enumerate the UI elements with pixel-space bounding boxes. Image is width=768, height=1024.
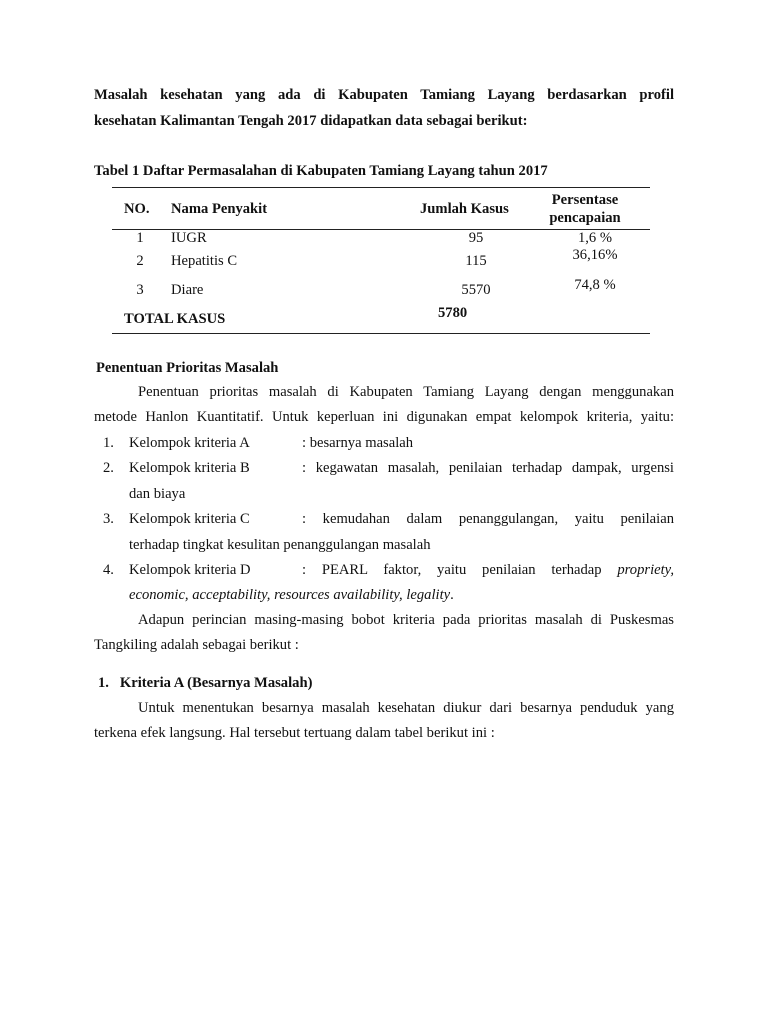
intro-line-2: kesehatan Kalimantan Tengah 2017 didapatkan data sebagai berikut: (94, 113, 528, 129)
criteria-a-heading: 1. Kriteria A (Besarnya Masalah) (98, 675, 313, 691)
row-name: Diare (171, 282, 204, 298)
priority-para-line-1: Penentuan prioritas masalah di Kabupaten Tamiang Layang dengan menggunakan (138, 384, 674, 400)
row-name: IUGR (171, 230, 207, 246)
header-percent-line-1: Persentase (551, 192, 619, 208)
row-cases: 115 (465, 253, 487, 269)
criteria-desc-cont: terhadap tingkat kesulitan penanggulangan masalah (129, 537, 431, 553)
header-no: NO. (124, 201, 150, 217)
criteria-desc-cont (129, 587, 454, 604)
criteria-label: Kelompok kriteria B (129, 460, 250, 476)
header-name: Nama Penyakit (171, 201, 268, 217)
criteria-desc: : kemudahan dalam penanggulangan, yaitu penilaian (302, 511, 674, 527)
row-name: Hepatitis C (171, 253, 238, 269)
list-number: 2. (103, 460, 114, 476)
criteria-desc: : kegawatan masalah, penilaian terhadap dampak, urgensi (302, 460, 674, 476)
list-number: 4. (103, 562, 114, 578)
header-percent-line-2: pencapaian (549, 210, 621, 226)
closing-para-line-1: Adapun perincian masing-masing bobot kriteria pada prioritas masalah di Puskesmas (138, 612, 674, 628)
row-cases: 5570 (461, 282, 491, 298)
criteria-desc (302, 562, 674, 579)
criteria-desc-plain: : PEARL faktor, yaitu penilaian terhadap (302, 562, 618, 578)
list-number: 1. (103, 435, 114, 451)
table-caption: Tabel 1 Daftar Permasalahan di Kabupaten Tamiang Layang tahun 2017 (94, 163, 548, 179)
row-no: 1 (136, 230, 144, 246)
closing-para-line-2: Tangkiling adalah sebagai berikut : (94, 637, 299, 653)
criteria-a-para-line-1: Untuk menentukan besarnya masalah kesehatan diukur dari besarnya penduduk yang (138, 700, 674, 716)
row-no: 3 (136, 282, 144, 298)
criteria-a-para-line-2: terkena efek langsung. Hal tersebut tertuang dalam tabel berikut ini : (94, 725, 495, 741)
criteria-desc: : besarnya masalah (302, 435, 414, 451)
header-cases: Jumlah Kasus (420, 201, 509, 217)
priority-para-line-2: metode Hanlon Kuantitatif. Untuk keperluan ini digunakan empat kelompok kriteria, yaitu: (94, 409, 674, 425)
criteria-desc-cont: dan biaya (129, 486, 186, 502)
criteria-label: Kelompok kriteria A (129, 435, 250, 451)
row-no: 2 (136, 253, 144, 269)
criteria-desc-cont-end: . (450, 587, 454, 603)
row-percent: 74,8 % (574, 277, 616, 293)
criteria-label: Kelompok kriteria C (129, 511, 250, 527)
intro-line-1: Masalah kesehatan yang ada di Kabupaten Tamiang Layang berdasarkan profil (94, 87, 674, 103)
criteria-desc-cont-italic: economic, acceptability, resources availability, legality (129, 587, 451, 603)
list-number: 3. (103, 511, 114, 527)
criteria-label: Kelompok kriteria D (129, 562, 251, 578)
priority-heading: Penentuan Prioritas Masalah (96, 360, 279, 376)
row-percent: 36,16% (572, 247, 618, 263)
criteria-desc-italic: propriety, (617, 562, 674, 578)
table-bottom-rule (112, 333, 650, 334)
total-label: TOTAL KASUS (124, 311, 226, 327)
row-percent: 1,6 % (577, 230, 613, 246)
total-value: 5780 (438, 305, 468, 321)
row-cases: 95 (468, 230, 484, 246)
table-top-rule (112, 187, 650, 188)
